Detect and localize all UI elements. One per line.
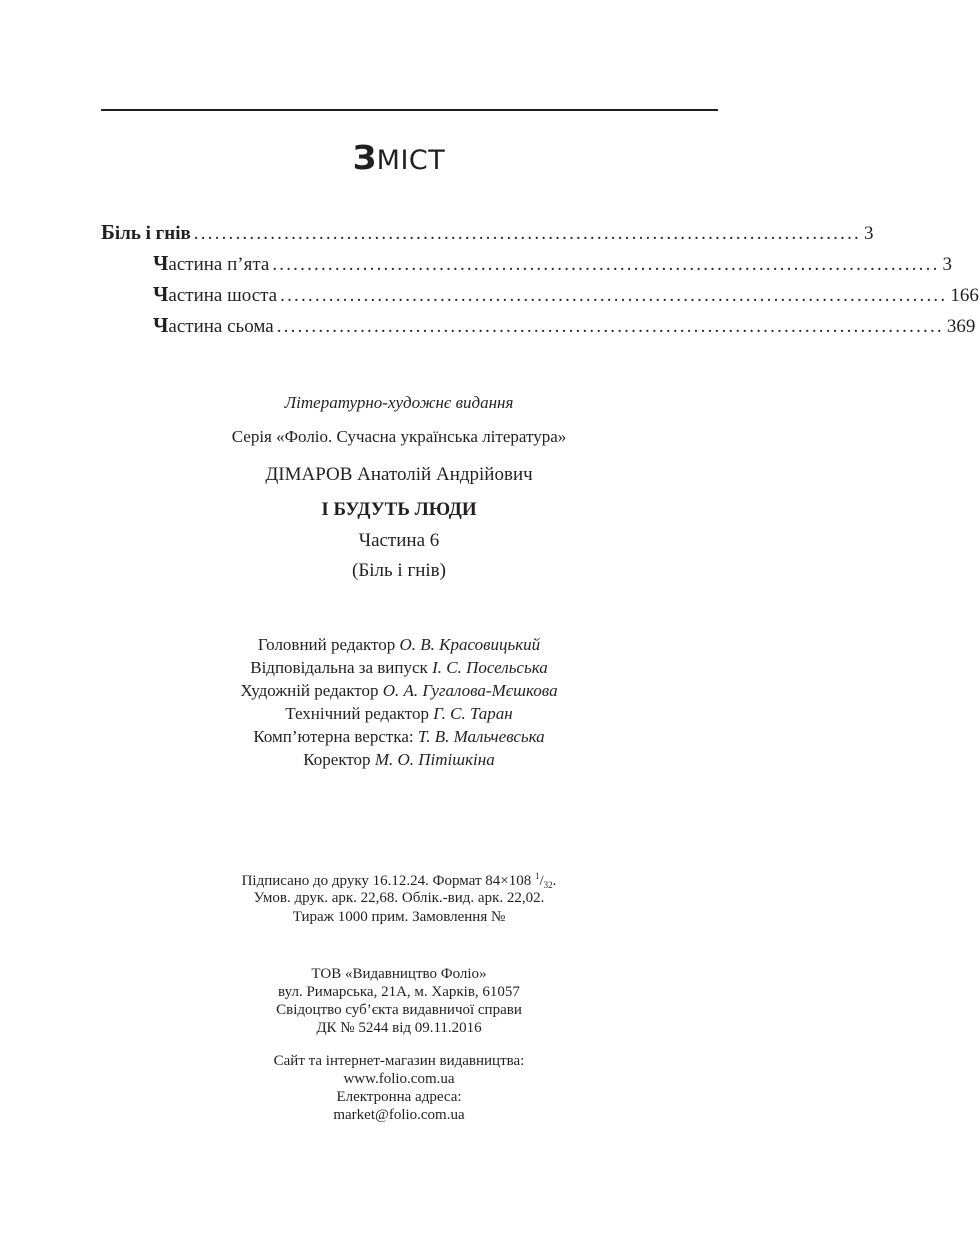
print-info-line-3: Тираж 1000 прим. Замовлення № — [292, 909, 506, 925]
staff-role: Коректор — [303, 750, 371, 769]
staff-name: Г. С. Таран — [433, 704, 513, 723]
staff-name: О. А. Гугалова-Мєшкова — [382, 681, 558, 700]
author-line: ДІМАРОВ Анатолій Андрійович — [265, 464, 533, 485]
staff-role: Комп’ютерна верстка: — [253, 727, 414, 746]
toc-entry-text: астина сьома — [168, 316, 274, 337]
staff-role: Головний редактор — [257, 635, 396, 654]
toc-entry-cap: Ч — [153, 251, 169, 275]
staff-name: М. О. Пітішкіна — [374, 750, 495, 769]
toc-entry-text: астина п’ята — [168, 254, 270, 275]
staff-name: Т. В. Мальчевська — [417, 727, 545, 746]
book-title: І БУДУТЬ ЛЮДИ — [321, 499, 477, 520]
toc-entry-page: 369 — [946, 316, 976, 337]
toc-entry-label — [101, 220, 191, 245]
toc-entry-cap: Ч — [153, 282, 169, 306]
staff-role: Відповідальна за випуск — [250, 658, 428, 677]
toc-entry-text: іль і гнів — [114, 223, 191, 244]
print-info-line-2: Умов. друк. арк. 22,68. Облік.-вид. арк. 22,02. — [253, 890, 545, 906]
staff-line — [0, 658, 798, 678]
toc-title — [0, 138, 798, 177]
staff-role: Художній редактор — [240, 681, 379, 700]
print-format-end: . — [552, 873, 557, 889]
staff-line — [0, 704, 798, 724]
print-info-line-1: Підписано до друку 16.12.24. Формат 84×108 $^1/_{32}$. — [241, 871, 557, 890]
top-rule — [101, 109, 718, 111]
toc-entry-book[interactable] — [101, 220, 874, 246]
toc-leader-dots: ................................................................................................ — [276, 316, 944, 337]
staff-line — [0, 635, 798, 655]
toc-entry-part-5[interactable] — [153, 251, 953, 277]
staff-line — [0, 750, 798, 770]
staff-name: О. В. Красовицький — [399, 635, 541, 654]
subtitle-line: (Біль і гнів) — [352, 560, 446, 581]
toc-title-dropcap: З — [352, 138, 377, 177]
staff-line — [0, 727, 798, 747]
publisher-cert-number: ДК № 5244 від 09.11.2016 — [316, 1020, 482, 1036]
publisher-name: ТОВ «Видавництво Фоліо» — [311, 966, 487, 982]
toc-entry-text: астина шоста — [168, 285, 278, 306]
toc-entry-label — [153, 251, 269, 276]
publisher-cert: Свідоцтво суб’єкта видавничої справи — [276, 1002, 522, 1018]
publisher-address: вул. Римарська, 21А, м. Харків, 61057 — [278, 984, 520, 1000]
site-label: Сайт та інтернет-магазин видавництва: — [273, 1053, 525, 1069]
toc-entry-label — [153, 282, 277, 307]
toc-leader-dots: ................................................................................................ — [193, 223, 861, 244]
staff-line — [0, 681, 798, 701]
toc-entry-page: 3 — [942, 254, 953, 275]
staff-role: Технічний редактор — [285, 704, 429, 723]
part-line: Частина 6 — [358, 530, 440, 551]
toc-entry-page: 3 — [863, 223, 874, 244]
site-link[interactable]: www.folio.com.ua — [343, 1071, 455, 1087]
format-fraction-denominator: 32 — [543, 880, 553, 890]
toc-entry-page: 166 — [950, 285, 979, 306]
genre-line: Літературно-художнє видання — [284, 393, 514, 412]
print-format: Підписано до друку 16.12.24. Формат 84×108 — [241, 873, 532, 889]
toc-entry-cap: Б — [101, 220, 115, 244]
toc-entry-part-7[interactable] — [153, 313, 976, 339]
toc-entry-label — [153, 313, 274, 338]
series-line: Серія «Фоліо. Сучасна українська література» — [231, 427, 567, 446]
email-link[interactable]: market@folio.com.ua — [333, 1107, 465, 1123]
toc-leader-dots: ................................................................................................ — [280, 285, 948, 306]
email-label: Електронна адреса: — [336, 1089, 462, 1105]
toc-leader-dots: ................................................................................................ — [272, 254, 940, 275]
staff-name: І. С. Посельська — [432, 658, 548, 677]
toc-entry-cap: Ч — [153, 313, 169, 337]
toc-title-rest: МІСТ — [376, 145, 446, 176]
toc-entry-part-6[interactable] — [153, 282, 979, 308]
format-fraction-numerator: 1 — [534, 871, 540, 881]
